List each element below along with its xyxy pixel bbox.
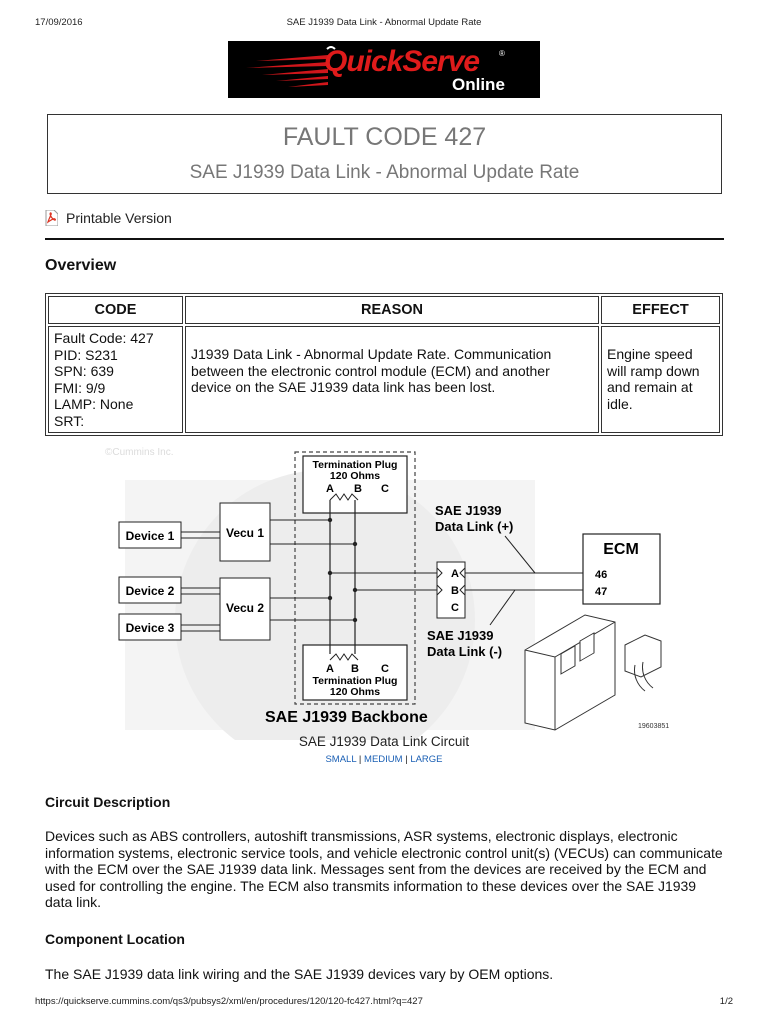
divider: [45, 238, 724, 240]
column-header-code: CODE: [48, 296, 183, 324]
device-1-label: Device 1: [125, 529, 175, 543]
device-3-label: Device 3: [125, 621, 175, 635]
diagram-caption: SAE J1939 Data Link Circuit: [298, 734, 470, 749]
backbone-label: SAE J1939 Backbone: [265, 709, 428, 726]
fault-title-box: [47, 114, 722, 194]
datalink-positive-label-2: Data Link (+): [435, 519, 514, 534]
column-header-reason: REASON: [185, 296, 599, 324]
print-date: 17/09/2016: [35, 17, 83, 28]
quickserve-logo[interactable]: [228, 41, 540, 98]
size-separator: |: [405, 754, 408, 765]
component-location-text: The SAE J1939 data link wiring and the SAE J1939 devices vary by OEM options.: [45, 966, 554, 982]
size-separator: |: [358, 754, 362, 765]
footer-url: https://quickserve.cummins.com/qs3/pubsys2/xml/en/procedures/120/120-fc427.html?q=427: [35, 996, 423, 1007]
circuit-description-heading: Circuit Description: [45, 794, 171, 810]
datalink-negative-label-1: SAE J1939: [427, 628, 494, 643]
code-line: PID: S231: [54, 346, 118, 363]
term-bot-pin-a: A: [326, 663, 334, 675]
connector-pin-b: B: [451, 585, 459, 597]
column-header-effect: EFFECT: [601, 296, 720, 324]
print-page-title: SAE J1939 Data Link - Abnormal Update Rate: [286, 17, 482, 28]
table-header-row: [48, 296, 720, 324]
device-3-box: [119, 614, 181, 640]
code-line: SRT:: [54, 412, 85, 429]
size-medium-link[interactable]: MEDIUM: [364, 754, 403, 765]
term-top-pin-b: B: [354, 483, 362, 495]
ecm-module-icon: [525, 615, 661, 730]
term-bot-label-2: 120 Ohms: [329, 686, 381, 698]
term-top-label-2: 120 Ohms: [329, 470, 381, 482]
code-line: Fault Code: 427: [54, 330, 154, 346]
vecu-2-label: Vecu 2: [225, 601, 265, 615]
table-row: [48, 326, 720, 433]
code-line: FMI: 9/9: [54, 379, 106, 396]
connector-pin-c: C: [451, 602, 459, 614]
term-top-label-1: Termination Plug: [312, 459, 398, 471]
ecm-pin-46: 46: [595, 569, 608, 581]
device-1-box: [119, 522, 181, 548]
logo-brand-text: QuickServe: [324, 45, 480, 78]
term-bot-pin-b: B: [351, 663, 359, 675]
term-bot-label-1: Termination Plug: [312, 675, 398, 687]
term-top-pin-c: C: [381, 483, 389, 495]
code-line: SPN: 639: [54, 363, 114, 379]
code-cell: [48, 326, 183, 433]
vecu-2-box: [220, 578, 270, 640]
printable-version-link[interactable]: [45, 210, 172, 226]
logo-online-text: Online: [452, 75, 505, 94]
fault-subtitle: SAE J1939 Data Link - Abnormal Update Rate: [189, 162, 580, 183]
datalink-negative-label-2: Data Link (-): [427, 644, 503, 659]
ecm-label: ECM: [603, 541, 639, 558]
component-location-heading: Component Location: [45, 931, 185, 947]
reason-cell: J1939 Data Link - Abnormal Update Rate. Communication between the electronic control module (ECM) and another device on the SAE J1939 data link has been lost.: [185, 326, 599, 433]
term-bot-pin-c: C: [381, 663, 389, 675]
watermark-text: ©Cummins Inc.: [105, 447, 174, 458]
connector-abc: [437, 562, 465, 618]
printable-version-label: Printable Version: [66, 210, 172, 226]
vecu-1-label: Vecu 1: [225, 526, 265, 540]
connector-pin-a: A: [451, 568, 459, 580]
pdf-icon: [45, 210, 58, 226]
size-small-link[interactable]: SMALL: [325, 754, 357, 765]
vecu-1-box: [220, 503, 270, 561]
code-line: LAMP: None: [54, 396, 134, 412]
term-top-pin-a: A: [326, 483, 334, 495]
fault-code-title: FAULT CODE 427: [282, 123, 487, 151]
logo-registered-mark: ®: [499, 49, 505, 58]
effect-cell: Engine speed will ramp down and remain at idle.: [601, 326, 720, 433]
circuit-description-text: Devices such as ABS controllers, autoshift transmissions, ASR systems, electronic displays, electronic information systems, electronic service tools, and vehicle electronic control unit(s) (VECUs) can communicate with the ECM over the SAE J1939 data link. Messages sent from the devices are received by the ECM and used for controlling the engine. The ECM also transmits information to these devices over the SAE J1939 data link.: [45, 828, 723, 910]
datalink-positive-label-1: SAE J1939: [435, 503, 502, 518]
figure-id: 19603851: [638, 723, 670, 730]
overview-heading: Overview: [45, 257, 117, 274]
device-2-box: [119, 577, 181, 603]
footer-page-number: 1/2: [719, 996, 733, 1007]
size-large-link[interactable]: LARGE: [410, 754, 443, 765]
ecm-pin-47: 47: [595, 586, 608, 598]
ecm-box: [583, 534, 660, 604]
j1939-circuit-diagram[interactable]: [95, 440, 685, 740]
device-2-label: Device 2: [125, 584, 175, 598]
image-size-links: [0, 754, 768, 765]
fault-code-table: [45, 293, 723, 436]
